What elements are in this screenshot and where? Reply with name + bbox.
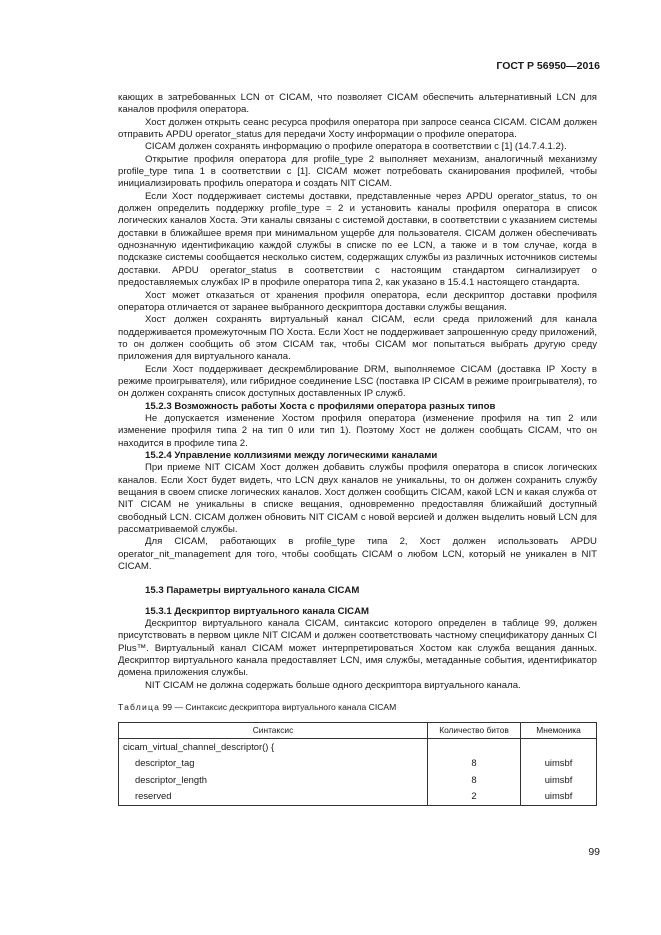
page-content bbox=[118, 92, 597, 806]
paragraph: При приеме NIT CICAM Хост должен добавить службы профиля оператора в список логических каналов. Если Хост будет видеть, что LCN двух каналов не уникальны, то он должен сохранить службу вещания в своем списке логических каналов. Хост должен сообщить CICAM, какой LCN и какая служба от NIT CICAM не уникальны в списке вещания, одновременно предоставляя ближайший доступный свободный LCN. CICAM должен обновить NIT CICAM с новой версией и должен выделить новый LCN для рассматриваемой службы. bbox=[118, 462, 597, 536]
paragraph: Если Хост поддерживает системы доставки, представленные через APDU operator_status, то он должен определить поддержку profile_type = 2 и установить каналы профиля оператора в список логических каналов Хоста. Эти каналы связаны с системой доставки, в соответствии с указанием системы доставки в ближайшее время при минимальном ущербе для пользователя. CICAM должен обеспечивать однозначную идентификацию каждой службы в списке по ее LCN, а также и в том случае, когда в подсказке системы сообщается несколько систем, содержащих службы из различных источников системы доставки. APDU operator_status в соответствии с настоящим стандартом сигнализирует о предоставляемых службах IP в профиле оператора типа 2, как указано в 15.4.1 настоящего стандарта. bbox=[118, 190, 597, 289]
bits-cell: 2 bbox=[428, 788, 521, 805]
syntax-table bbox=[118, 722, 597, 806]
table-row bbox=[119, 772, 597, 789]
table-row bbox=[119, 788, 597, 805]
syntax-cell: cicam_virtual_channel_descriptor() { bbox=[119, 738, 428, 755]
syntax-cell: descriptor_length bbox=[119, 772, 428, 789]
paragraph: CICAM должен сохранять информацию о профиле оператора в соответствии с [1] (14.7.4.1.2). bbox=[145, 141, 567, 153]
section-heading-15-2-3: 15.2.3 Возможность работы Хоста с профилями оператора разных типов bbox=[145, 400, 496, 412]
paragraph: Не допускается изменение Хостом профиля оператора (изменение профиля на тип 2 или изменение профиля типа 2 на тип 0 или тип 1). Поэтому Хост не должен сообщать CICAM, что он находится в профиле типа 2. bbox=[118, 412, 597, 449]
table-caption-word: Таблица bbox=[118, 702, 161, 713]
mnemonic-cell: uimsbf bbox=[521, 755, 597, 772]
syntax-cell: descriptor_tag bbox=[119, 755, 428, 772]
document-header: ГОСТ Р 56950—2016 bbox=[496, 60, 600, 72]
table-caption-title: 99 — Синтаксис дескриптора виртуального канала CICAM bbox=[160, 702, 397, 713]
paragraph: Хост может отказаться от хранения профиля оператора, если дескриптор доставки профиля оператора отличается от заранее выбранного дескриптора доставки службы вещания. bbox=[118, 289, 597, 313]
syntax-cell: reserved bbox=[119, 788, 428, 805]
paragraph: Хост должен сохранять виртуальный канал CICAM, если среда приложений для канала поддерживается промежуточным ПО Хоста. Если Хост не поддерживает запрошенную среду приложений, то он должен сообщить об этом CICAM так, чтобы CICAM мог попытаться выбрать другую среду приложения для виртуального канала. bbox=[118, 314, 597, 363]
bits-cell: 8 bbox=[428, 755, 521, 772]
paragraph: кающих в затребованных LCN от CICAM, что позволяет CICAM обеспечить альтернативный LCN для каналов профиля оператора. bbox=[118, 92, 597, 116]
paragraph: NIT CICAM не должна содержать больше одного дескриптора виртуального канала. bbox=[145, 679, 521, 691]
column-header-bits: Количество битов bbox=[428, 722, 521, 738]
mnemonic-cell: uimsbf bbox=[521, 788, 597, 805]
mnemonic-cell: uimsbf bbox=[521, 772, 597, 789]
section-heading-15-2-4: 15.2.4 Управление коллизиями между логическими каналами bbox=[145, 449, 438, 461]
paragraph: Для CICAM, работающих в profile_type типа 2, Хост должен использовать APDU operator_nit_management для того, чтобы сообщать CICAM о любом LCN, который не уникален в NIT CICAM. bbox=[118, 536, 597, 573]
paragraph: Дескриптор виртуального канала CICAM, синтаксис которого определен в таблице 99, должен присутствовать в первом цикле NIT CICAM и должен соответствовать частному спецификатору данных CI Plus™. Виртуальный канал CICAM может интерпретироваться Хостом как служба вещания данных. Дескриптор виртуального канала предоставляет LCN, имя службы, метаданные события, идентификатор домена приложения службы. bbox=[118, 618, 597, 679]
column-header-syntax: Синтаксис bbox=[119, 722, 428, 738]
bits-cell bbox=[428, 738, 521, 755]
table-row bbox=[119, 738, 597, 755]
column-header-mnemonic: Мнемоника bbox=[521, 722, 597, 738]
paragraph: Открытие профиля оператора для profile_type 2 выполняет механизм, аналогичный механизму profile_type типа 1 в соответствии с [1]. CICAM может потребовать сканирования профилей, чтобы инициализировать профиль оператора и создать NIT CICAM. bbox=[118, 153, 597, 190]
table-header-row bbox=[119, 722, 597, 738]
table-row bbox=[119, 755, 597, 772]
table-caption bbox=[118, 701, 597, 713]
mnemonic-cell bbox=[521, 738, 597, 755]
section-heading-15-3-1: 15.3.1 Дескриптор виртуального канала CICAM bbox=[145, 605, 370, 617]
bits-cell: 8 bbox=[428, 772, 521, 789]
paragraph: Хост должен открыть сеанс ресурса профиля оператора при запросе сеанса CICAM. CICAM должен отправить APDU operator_status для передачи Хосту информации о профиле оператора. bbox=[118, 116, 597, 141]
page-number: 99 bbox=[588, 846, 600, 858]
paragraph: Если Хост поддерживает дескремблирование DRM, выполняемое CICAM (доставка IP Хосту в режиме проигрывателя), или гибридное соединение LSC (поставка IP CICAM в режиме проигрывателя), то он должен сохранять список доступных доставленных IP служб. bbox=[118, 363, 597, 400]
section-heading-15-3: 15.3 Параметры виртуального канала CICAM bbox=[145, 585, 360, 597]
